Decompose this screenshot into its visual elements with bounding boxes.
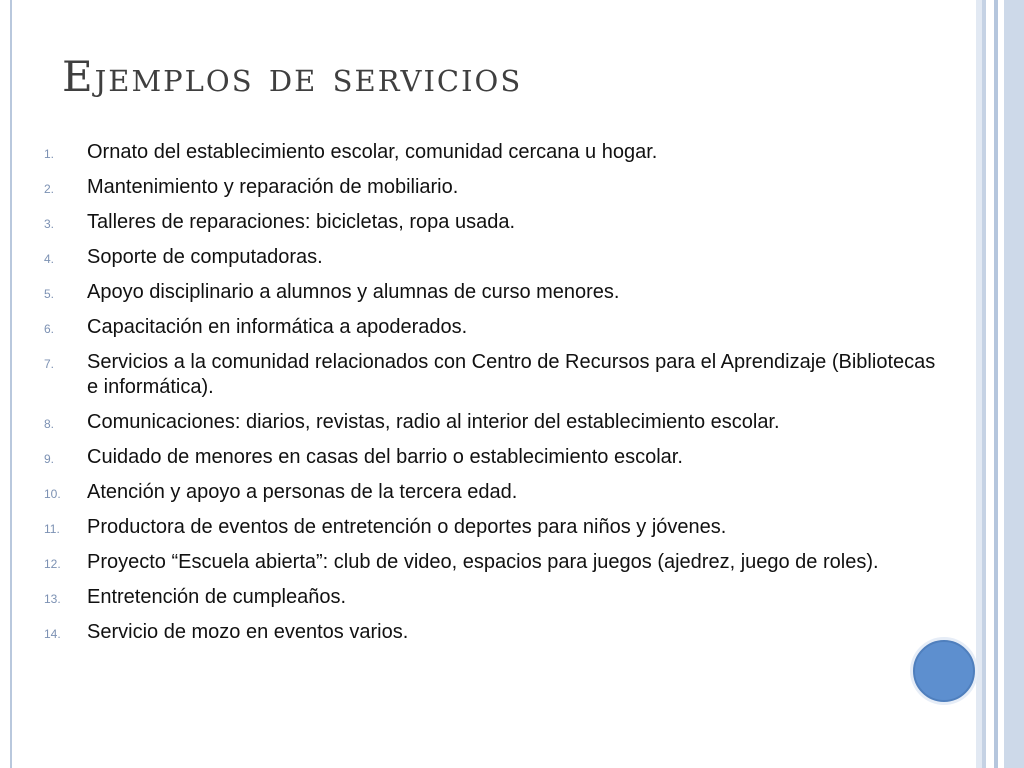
- item-text: Cuidado de menores en casas del barrio o establecimiento escolar.: [87, 446, 683, 468]
- list-item: [44, 410, 944, 435]
- list-item: [44, 585, 944, 610]
- border-stripe: [986, 0, 994, 768]
- item-number: 3.: [44, 217, 55, 231]
- item-text: Entretención de cumpleaños.: [87, 586, 347, 608]
- item-text: Comunicaciones: diarios, revistas, radio al interior del establecimiento escolar.: [87, 411, 780, 433]
- item-number: 5.: [44, 287, 55, 301]
- list-item: [44, 550, 944, 575]
- item-text: Apoyo disciplinario a alumnos y alumnas de curso menores.: [87, 281, 620, 303]
- list-item: [44, 280, 944, 305]
- item-text: Atención y apoyo a personas de la tercera edad.: [87, 481, 518, 503]
- item-number: 8.: [44, 417, 55, 431]
- list-item: [44, 210, 944, 235]
- item-text: Talleres de reparaciones: bicicletas, ropa usada.: [87, 211, 516, 233]
- list-item: [44, 480, 944, 505]
- item-number: 9.: [44, 452, 55, 466]
- list-item: [44, 175, 944, 200]
- item-text: Capacitación en informática a apoderados.: [87, 316, 468, 338]
- item-text: Ornato del establecimiento escolar, comunidad cercana u hogar.: [87, 141, 658, 163]
- list-item: [44, 245, 944, 270]
- item-number: 1.: [44, 147, 55, 161]
- left-border-line: [10, 0, 12, 768]
- item-text: Servicio de mozo en eventos varios.: [87, 621, 409, 643]
- item-number: 10.: [44, 487, 61, 501]
- list-item: [44, 445, 944, 470]
- right-decorative-border: [976, 0, 1024, 768]
- services-list: [44, 140, 944, 655]
- slide-title: Ejemplos de servicios: [62, 52, 523, 101]
- item-number: 4.: [44, 252, 55, 266]
- list-item: [44, 620, 944, 645]
- item-text: Productora de eventos de entretención o deportes para niños y jóvenes.: [87, 516, 727, 538]
- item-number: 13.: [44, 592, 61, 606]
- decorative-circle: [913, 640, 975, 702]
- list-item: [44, 350, 944, 400]
- list-item: [44, 315, 944, 340]
- border-stripe: [1004, 0, 1024, 768]
- list-item: [44, 140, 944, 165]
- item-text: Soporte de computadoras.: [87, 246, 323, 268]
- item-text: Proyecto “Escuela abierta”: club de video, espacios para juegos (ajedrez, juego de roles).: [87, 551, 879, 573]
- item-number: 11.: [44, 522, 60, 536]
- item-text: Servicios a la comunidad relacionados con Centro de Recursos para el Aprendizaje (Bibliotecas e informática).: [87, 351, 936, 398]
- item-number: 12.: [44, 557, 61, 571]
- item-number: 2.: [44, 182, 55, 196]
- list-item: [44, 515, 944, 540]
- item-number: 6.: [44, 322, 55, 336]
- item-text: Mantenimiento y reparación de mobiliario.: [87, 176, 459, 198]
- item-number: 14.: [44, 627, 61, 641]
- item-number: 7.: [44, 357, 55, 371]
